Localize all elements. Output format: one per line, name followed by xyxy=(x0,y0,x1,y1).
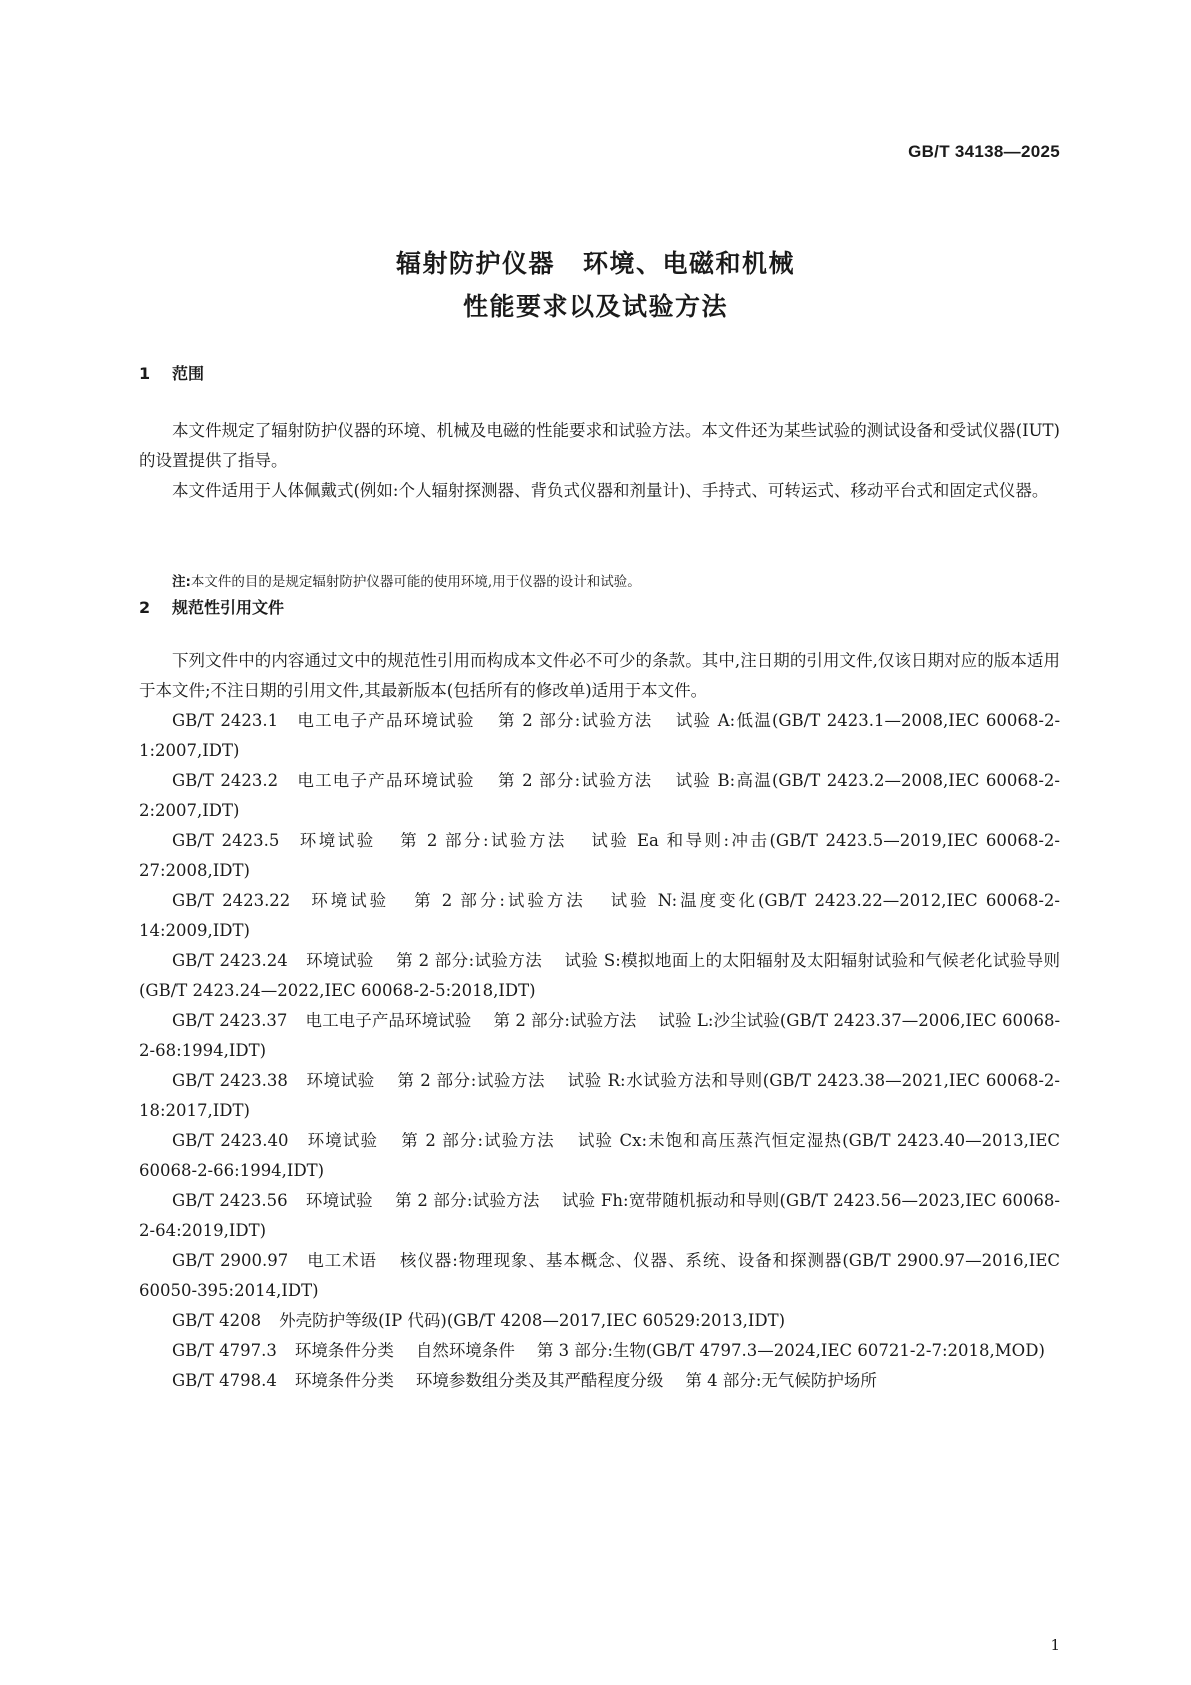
reference-item xyxy=(139,1366,1060,1396)
reference-title-part: 第 2 部分:试验方法 xyxy=(493,1011,637,1030)
reference-item xyxy=(139,1306,1060,1336)
reference-list xyxy=(139,706,1060,1396)
reference-item xyxy=(139,826,1060,886)
reference-title-part: 第 2 部分:试验方法 xyxy=(496,711,653,730)
reference-title-part: 试验 L:沙尘试验(GB/T 2423.37—2006,IEC 60068-2-68:1994,IDT) xyxy=(139,1011,1061,1060)
reference-title-part: 电工电子产品环境试验 xyxy=(296,771,475,790)
reference-title-part: 自然环境条件 xyxy=(415,1341,515,1360)
reference-code: GB/T 2423.22 xyxy=(172,891,291,910)
section-2-heading xyxy=(139,595,284,618)
reference-item xyxy=(139,946,1060,1006)
reference-title-part: 环境条件分类 xyxy=(294,1371,394,1390)
reference-title-part: 试验 Ea 和导则:冲击(GB/T 2423.5—2019,IEC 60068-2-27:2008,IDT) xyxy=(139,831,1060,880)
reference-code: GB/T 2423.1 xyxy=(172,711,279,730)
title-line-1 xyxy=(0,242,1191,285)
reference-item xyxy=(139,1066,1060,1126)
section-1-title: 范围 xyxy=(172,364,205,383)
page-number: 1 xyxy=(1050,1636,1060,1654)
reference-code: GB/T 2423.5 xyxy=(172,831,280,850)
reference-title-part: 第 4 部分:无气候防护场所 xyxy=(685,1371,877,1390)
reference-item xyxy=(139,1126,1060,1186)
reference-title-part: 环境试验 xyxy=(306,1131,379,1150)
reference-title-part: 试验 N:温度变化(GB/T 2423.22—2012,IEC 60068-2-14:2009,IDT) xyxy=(139,891,1060,940)
reference-title-part: 第 2 部分:试验方法 xyxy=(496,771,653,790)
reference-title-part: 试验 S:模拟地面上的太阳辐射及太阳辐射试验和气候老化试验导则(GB/T 2423.24—2022,IEC 60068-2-5:2018,IDT) xyxy=(139,951,1060,1000)
section-2-number: 2 xyxy=(139,598,151,617)
reference-title-part: 试验 B:高温(GB/T 2423.2—2008,IEC 60068-2-2:2007,IDT) xyxy=(139,771,1061,820)
reference-title-part: 核仪器:物理现象、基本概念、仪器、系统、设备和探测器(GB/T 2900.97—2016,IEC 60050-395:2014,IDT) xyxy=(139,1251,1060,1300)
reference-title-part: 第 2 部分:试验方法 xyxy=(397,831,567,850)
reference-title-part: 第 2 部分:试验方法 xyxy=(396,1071,546,1090)
reference-title-part: 第 2 部分:试验方法 xyxy=(411,891,586,910)
reference-title-part: 第 2 部分:试验方法 xyxy=(395,951,543,970)
reference-code: GB/T 4208 xyxy=(172,1311,262,1330)
reference-item xyxy=(139,1006,1060,1066)
reference-code: GB/T 2423.37 xyxy=(172,1011,288,1030)
document-title xyxy=(0,242,1191,328)
reference-item xyxy=(139,886,1060,946)
reference-title-part: 试验 Fh:宽带随机振动和导则(GB/T 2423.56—2023,IEC 60068-2-64:2019,IDT) xyxy=(139,1191,1061,1240)
reference-item xyxy=(139,766,1060,826)
section-1-body xyxy=(139,416,1060,506)
reference-code: GB/T 4798.4 xyxy=(172,1371,277,1390)
reference-title-part: 环境参数组分类及其严酷程度分级 xyxy=(415,1371,664,1390)
reference-item xyxy=(139,1246,1060,1306)
title-line-1-part-1: 辐射防护仪器 xyxy=(395,249,555,278)
reference-item xyxy=(139,1336,1060,1366)
section-1-paragraph-2: 本文件适用于人体佩戴式(例如:个人辐射探测器、背负式仪器和剂量计)、手持式、可转运式、移动平台式和固定式仪器。 xyxy=(172,481,1049,500)
note-label: 注: xyxy=(172,574,191,590)
reference-title-part: 第 3 部分:生物(GB/T 4797.3—2024,IEC 60721-2-7:2018,MOD) xyxy=(536,1341,1045,1360)
reference-code: GB/T 2423.24 xyxy=(172,951,288,970)
reference-title-part: 电工术语 xyxy=(306,1251,377,1270)
section-1-paragraph-1: 本文件规定了辐射防护仪器的环境、机械及电磁的性能要求和试验方法。本文件还为某些试验的测试设备和受试仪器(IUT)的设置提供了指导。 xyxy=(139,421,1060,470)
reference-title-part: 环境试验 xyxy=(305,1071,375,1090)
reference-title-part: 环境试验 xyxy=(305,1191,373,1210)
reference-title-part: 电工电子产品环境试验 xyxy=(296,711,475,730)
reference-item xyxy=(139,1186,1060,1246)
reference-code: GB/T 2423.38 xyxy=(172,1071,288,1090)
reference-title-part: 电工电子产品环境试验 xyxy=(305,1011,472,1030)
reference-title-part: 试验 R:水试验方法和导则(GB/T 2423.38—2021,IEC 60068-2-18:2017,IDT) xyxy=(139,1071,1060,1120)
reference-code: GB/T 2423.56 xyxy=(172,1191,288,1210)
reference-title-part: 第 2 部分:试验方法 xyxy=(394,1191,540,1210)
section-2-body xyxy=(139,646,1060,1396)
document-code: GB/T 34138—2025 xyxy=(908,142,1060,161)
reference-code: GB/T 2900.97 xyxy=(172,1251,289,1270)
reference-title-part: 环境试验 xyxy=(305,951,374,970)
reference-code: GB/T 4797.3 xyxy=(172,1341,277,1360)
reference-code: GB/T 2423.2 xyxy=(172,771,279,790)
section-2-intro: 下列文件中的内容通过文中的规范性引用而构成本文件必不可少的条款。其中,注日期的引用文件,仅该日期对应的版本适用于本文件;不注日期的引用文件,其最新版本(包括所有的修改单)适用于本文件。 xyxy=(139,651,1060,700)
reference-title-part: 试验 Cx:未饱和高压蒸汽恒定湿热(GB/T 2423.40—2013,IEC 60068-2-66:1994,IDT) xyxy=(139,1131,1060,1180)
section-2-title: 规范性引用文件 xyxy=(172,598,285,617)
note-text: 本文件的目的是规定辐射防护仪器可能的使用环境,用于仪器的设计和试验。 xyxy=(190,574,641,590)
reference-item xyxy=(139,706,1060,766)
reference-code: GB/T 2423.40 xyxy=(172,1131,289,1150)
section-1-number: 1 xyxy=(139,364,151,383)
reference-title-part: 试验 A:低温(GB/T 2423.1—2008,IEC 60068-2-1:2007,IDT) xyxy=(139,711,1061,760)
reference-title-part: 环境试验 xyxy=(308,891,390,910)
section-1-note xyxy=(172,570,641,590)
title-line-2: 性能要求以及试验方法 xyxy=(462,292,728,321)
section-1-heading xyxy=(139,361,204,384)
title-line-1-part-2: 环境、电磁和机械 xyxy=(583,249,796,278)
reference-title-part: 环境试验 xyxy=(297,831,376,850)
reference-title-part: 环境条件分类 xyxy=(294,1341,394,1360)
reference-title-part: 外壳防护等级(IP 代码)(GB/T 4208—2017,IEC 60529:2013,IDT) xyxy=(279,1311,786,1330)
reference-title-part: 第 2 部分:试验方法 xyxy=(400,1131,555,1150)
